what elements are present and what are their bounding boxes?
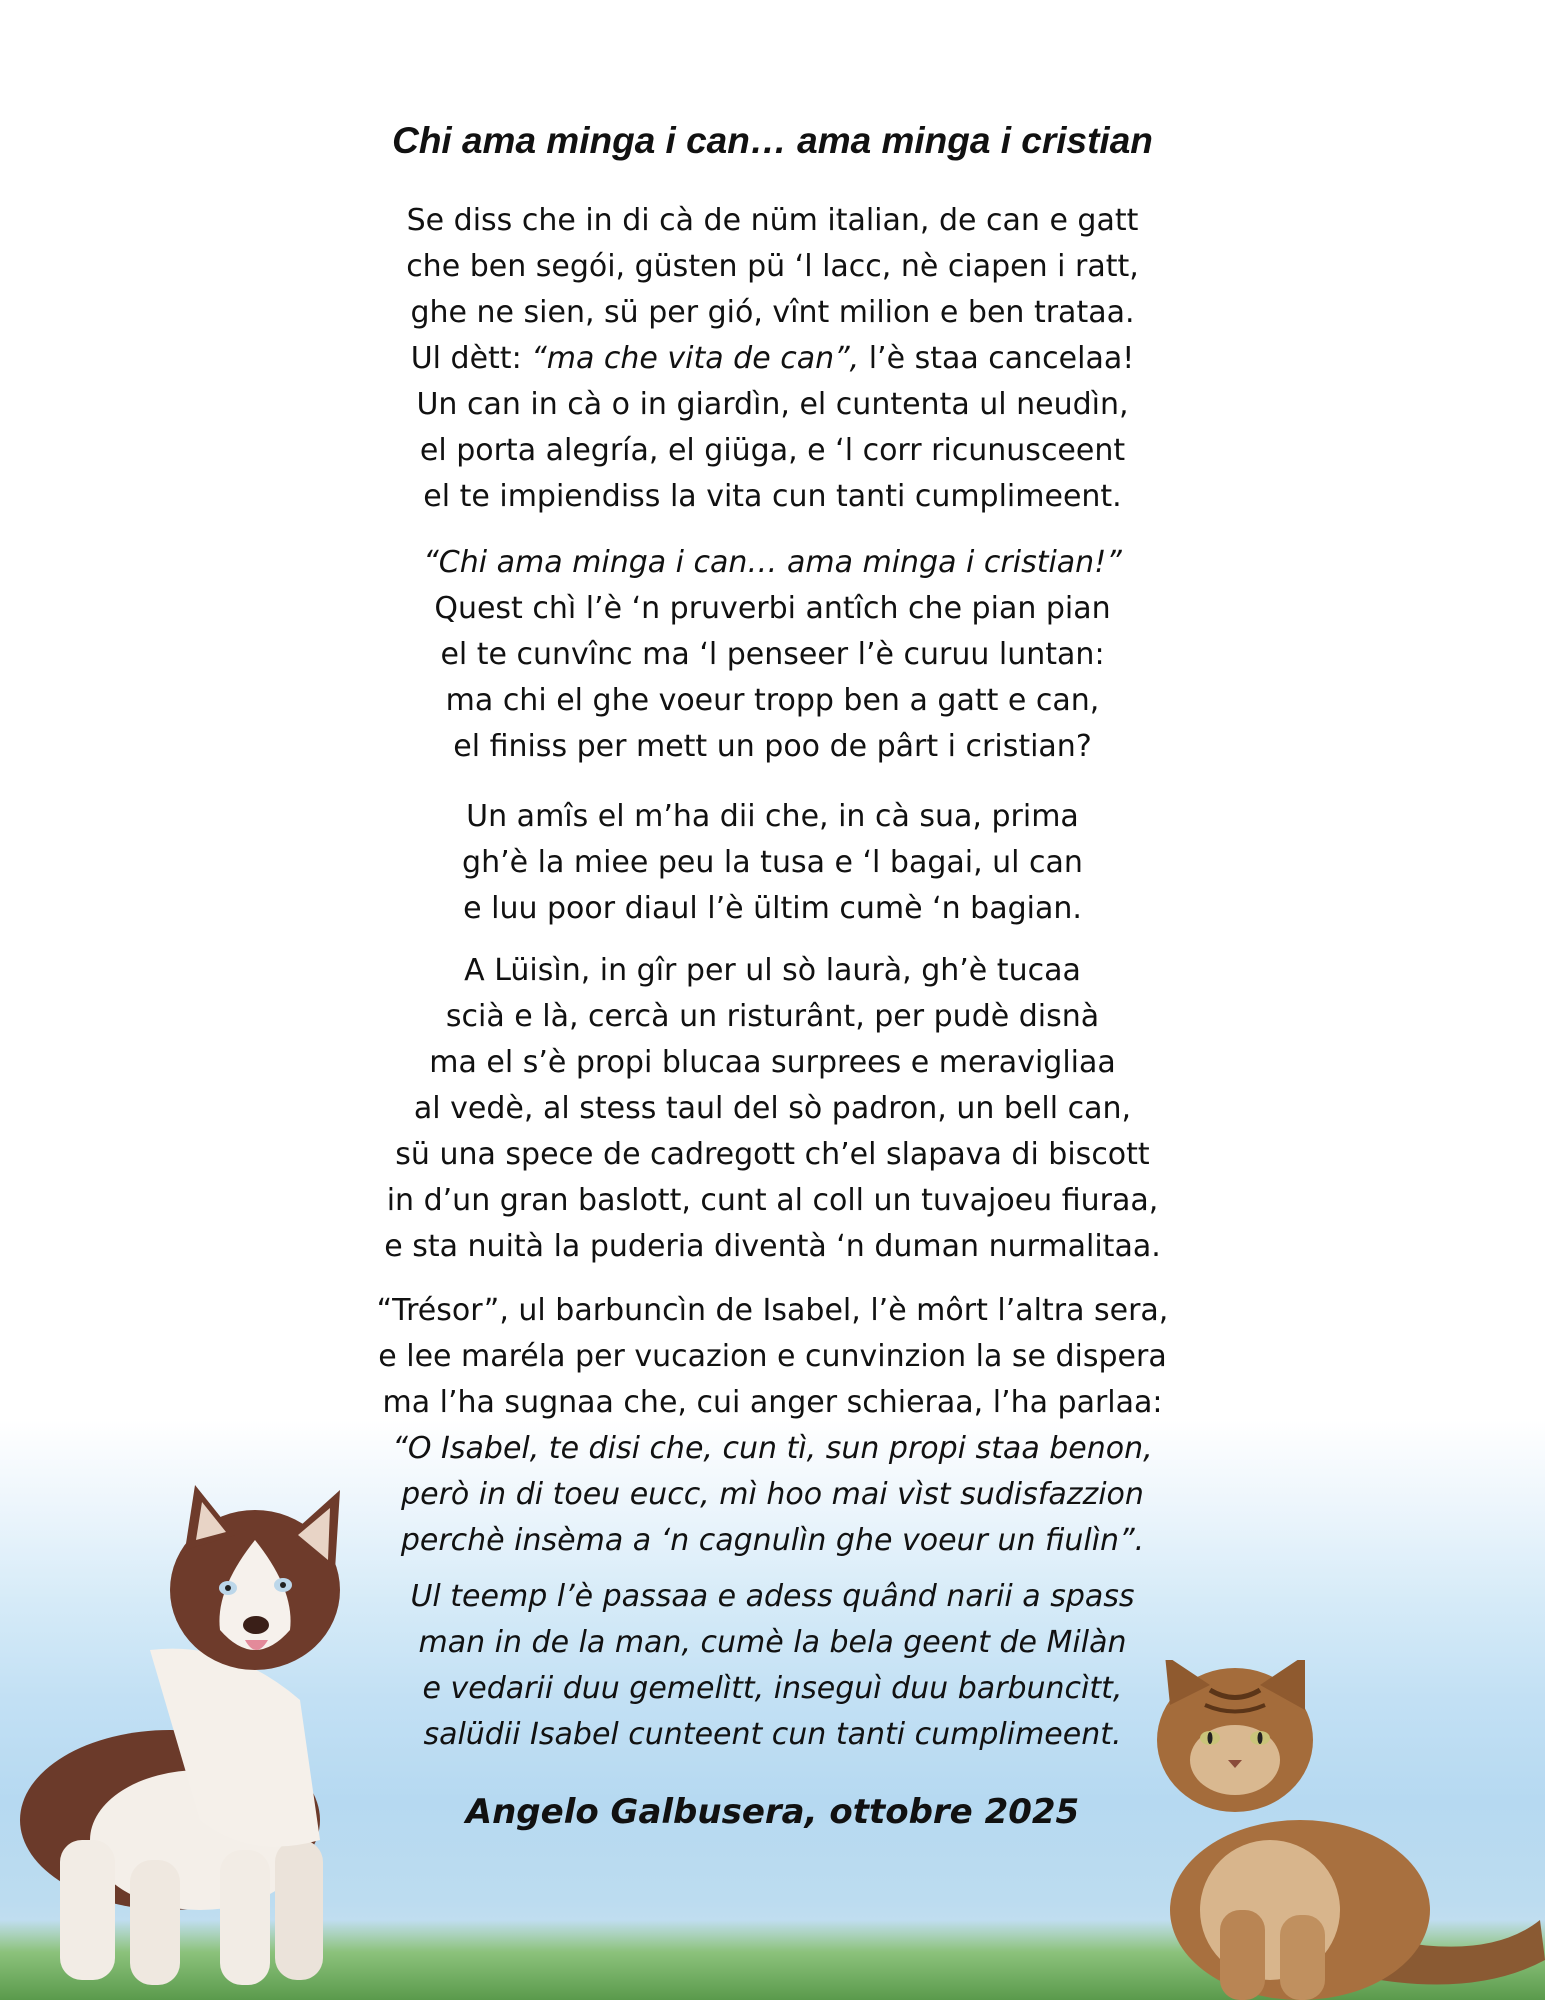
- line-segment: Un can in cà o in giardìn, el cuntenta ul neudìn,: [416, 387, 1129, 422]
- poem-line: [0, 1518, 1545, 1564]
- poem-line: [0, 474, 1545, 520]
- line-segment: ma chi el ghe voeur tropp ben a gatt e can,: [445, 683, 1100, 718]
- poem-line: [0, 724, 1545, 770]
- line-segment: Ul dètt:: [410, 341, 532, 376]
- line-segment: el te impiendiss la vita cun tanti cumplimeent.: [423, 479, 1122, 514]
- line-segment: perchè insèma a ‘n cagnulìn ghe voeur un fiulìn”.: [400, 1523, 1145, 1558]
- line-segment: al vedè, al stess taul del sò padron, un bell can,: [413, 1091, 1132, 1126]
- signature: Angelo Galbusera, ottobre 2025: [465, 1792, 1080, 1832]
- stanza: [0, 794, 1545, 932]
- line-segment: e sta nuità la puderia diventà ‘n duman nurmalitaa.: [384, 1229, 1161, 1264]
- poem-line: [0, 336, 1545, 382]
- poem-line: [0, 678, 1545, 724]
- poem-line: [0, 1334, 1545, 1380]
- line-segment: “Trésor”, ul barbuncìn de Isabel, l’è môrt l’altra sera,: [376, 1293, 1169, 1328]
- poem-line: [0, 1666, 1545, 1712]
- line-segment: Ul teemp l’è passaa e adess quând narii a spass: [410, 1579, 1135, 1614]
- poem-line: [0, 1472, 1545, 1518]
- line-segment: “ma che vita de can”,: [531, 341, 860, 376]
- line-segment: sü una spece de cadregott ch’el slapava di biscott: [395, 1137, 1150, 1172]
- poem-line: [0, 794, 1545, 840]
- line-segment: A Lüisìn, in gîr per ul sò laurà, gh’è tucaa: [464, 953, 1081, 988]
- poem-line: [0, 540, 1545, 586]
- poem-line: [0, 1178, 1545, 1224]
- line-segment: el finiss per mett un poo de pârt i cristian?: [453, 729, 1092, 764]
- poem-line: [0, 382, 1545, 428]
- poem-line: [0, 244, 1545, 290]
- line-segment: ma l’ha sugnaa che, cui anger schieraa, l’ha parlaa:: [382, 1385, 1163, 1420]
- poem-line: [0, 886, 1545, 932]
- poem-line: [0, 198, 1545, 244]
- poem-line: [0, 632, 1545, 678]
- poem-line: [0, 290, 1545, 336]
- line-segment: Se diss che in di cà de nüm italian, de can e gatt: [406, 203, 1139, 238]
- poem-line: [0, 1224, 1545, 1270]
- poem-line: [0, 1620, 1545, 1666]
- poem-line: [0, 840, 1545, 886]
- poem-line: [0, 1380, 1545, 1426]
- poem-line: [0, 1574, 1545, 1620]
- poem-line: [0, 1426, 1545, 1472]
- poem-line: [0, 586, 1545, 632]
- stanza: [0, 948, 1545, 1270]
- poem-line: [0, 1086, 1545, 1132]
- line-segment: Un amîs el m’ha dii che, in cà sua, prima: [466, 799, 1079, 834]
- line-segment: ma el s’è propi blucaa surprees e meravigliaa: [429, 1045, 1116, 1080]
- line-segment: ghe ne sien, sü per gió, vînt milion e ben trataa.: [410, 295, 1135, 330]
- line-segment: gh’è la miee peu la tusa e ‘l bagai, ul can: [462, 845, 1083, 880]
- stanza: [0, 1574, 1545, 1758]
- line-segment: man in de la man, cumè la bela geent de Milàn: [418, 1625, 1127, 1660]
- line-segment: in d’un gran baslott, cunt al coll un tuvajoeu fiuraa,: [386, 1183, 1159, 1218]
- stanza: [0, 198, 1545, 520]
- line-segment: scià e là, cercà un risturânt, per pudè disnà: [445, 999, 1100, 1034]
- line-segment: e vedarii duu gemelìtt, inseguì duu barbuncìtt,: [422, 1671, 1123, 1706]
- poem-line: [0, 1132, 1545, 1178]
- line-segment: “Chi ama minga i can… ama minga i cristian!”: [423, 545, 1122, 580]
- stanza: [0, 1288, 1545, 1564]
- stanza: [0, 540, 1545, 770]
- poem-line: [0, 1712, 1545, 1758]
- poem-title: Chi ama minga i can… ama minga i cristian: [392, 120, 1153, 161]
- poem-line: [0, 428, 1545, 474]
- line-segment: e luu poor diaul l’è ültim cumè ‘n bagian.: [463, 891, 1082, 926]
- line-segment: Quest chì l’è ‘n pruverbi antîch che pian pian: [434, 591, 1111, 626]
- line-segment: el porta alegría, el giüga, e ‘l corr ricunusceent: [419, 433, 1126, 468]
- line-segment: che ben segói, güsten pü ‘l lacc, nè ciapen i ratt,: [406, 249, 1139, 284]
- poem-line: [0, 1040, 1545, 1086]
- line-segment: salüdii Isabel cunteent cun tanti cumplimeent.: [423, 1717, 1122, 1752]
- line-segment: l’è staa cancelaa!: [859, 341, 1135, 376]
- line-segment: “O Isabel, te disi che, cun tì, sun propi staa benon,: [392, 1431, 1153, 1466]
- line-segment: però in di toeu eucc, mì hoo mai vìst sudisfazzion: [401, 1477, 1144, 1512]
- poem-line: [0, 1288, 1545, 1334]
- line-segment: e lee maréla per vucazion e cunvinzion la se dispera: [378, 1339, 1167, 1374]
- poem-line: [0, 994, 1545, 1040]
- line-segment: el te cunvînc ma ‘l penseer l’è curuu luntan:: [440, 637, 1105, 672]
- poem-line: [0, 948, 1545, 994]
